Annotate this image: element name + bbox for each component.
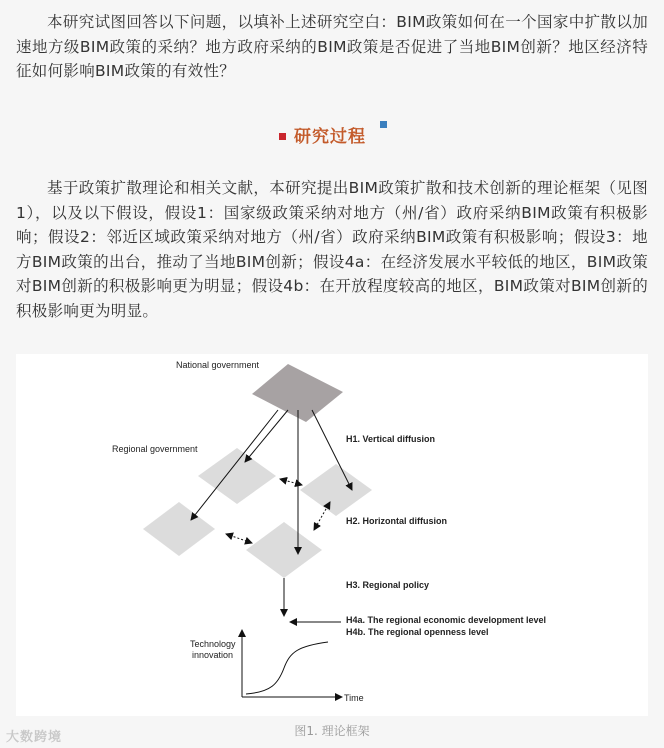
h1-label: H1. Vertical diffusion <box>346 434 436 444</box>
watermark: 大数跨境 <box>6 730 63 745</box>
y-axis-label-line2: innovation <box>192 650 234 660</box>
s-curve <box>246 642 328 694</box>
figure-caption: 图1. 理论框架 <box>294 724 370 738</box>
method-paragraph: 基于政策扩散理论和相关文献，本研究提出BIM政策扩散和技术创新的理论框架（见图1），以及以下假设，假设1：国家级政策采纳对地方（州/省）政府采纳BIM政策有积极影响；假设2：邻近区域政策采纳对地方（州/省）政府采纳BIM政策有积极影响；假设3：地方BIM政策的出台，推动了当地BIM创新；假设4a：在经济发展水平较低的地区，BIM政策对BIM创新的积极影响更为明显；假设4b：在开放程度较高的地区，BIM政策对BIM创新的积极影响更为明显。 <box>16 179 648 320</box>
framework-diagram <box>16 354 648 716</box>
h2-label: H2. Horizontal diffusion <box>346 516 447 526</box>
dashed-arrow-right <box>314 502 330 530</box>
arrow-national-to-bottom-left <box>191 410 278 520</box>
regional-plane-top-right <box>300 464 372 516</box>
framework-figure <box>16 354 648 716</box>
section-title: 研究过程 <box>294 127 366 147</box>
h4a-label: H4a. The regional economic development level <box>346 615 547 625</box>
y-axis-label-line1: Technology <box>190 639 236 649</box>
intro-paragraph: 本研究试图回答以下问题，以填补上述研究空白：BIM政策如何在一个国家中扩散以加速地方级BIM政策的采纳？地方政府采纳的BIM政策是否促进了当地BIM创新？地区经济特征如何影响BIM政策的有效性？ <box>16 13 648 80</box>
arrow-national-to-top-left <box>245 410 288 462</box>
dashed-arrow-bottom <box>226 534 252 543</box>
regional-government-label: Regional government <box>112 444 198 454</box>
section-deco-blue-square <box>380 121 387 128</box>
regional-plane-bottom-right <box>246 522 322 578</box>
h3-label: H3. Regional policy <box>346 580 430 590</box>
regional-plane-bottom-left <box>143 502 215 556</box>
dashed-arrow-top <box>280 479 302 485</box>
h4b-label: H4b. The regional openness level <box>346 627 489 637</box>
x-axis-label: Time <box>344 693 364 703</box>
section-deco-red-square <box>279 133 286 140</box>
national-government-label: National government <box>176 360 260 370</box>
